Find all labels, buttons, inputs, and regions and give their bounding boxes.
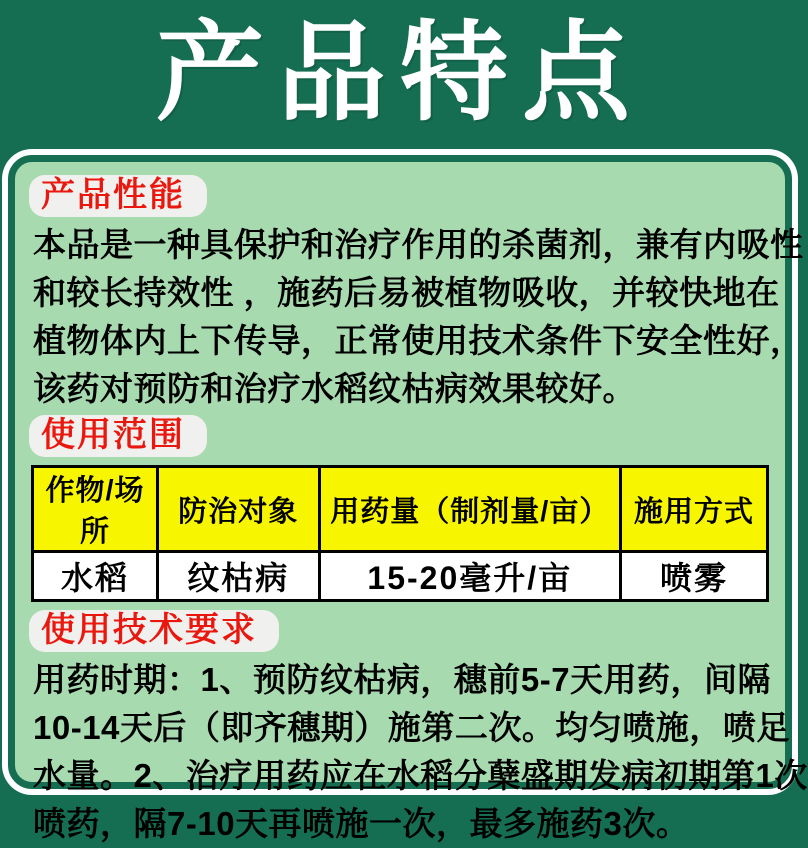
- content-panel: [8, 155, 808, 842]
- technical-line: 用药时期：1、预防纹枯病，穗前5-7天用药，间隔: [33, 661, 772, 698]
- content-panel-ring: [2, 149, 808, 842]
- section-label-scope-text: 使用范围: [41, 416, 185, 454]
- section-label-technical: [29, 610, 279, 652]
- section-label-performance: [29, 175, 207, 217]
- section-label-scope: [29, 415, 207, 457]
- section-label-technical-text: 使用技术要求: [41, 611, 257, 649]
- spacer: [27, 602, 773, 610]
- usage-table-header-dosage: 用药量（制剂量/亩）: [319, 467, 620, 552]
- page-header: [0, 0, 800, 146]
- technical-paragraph: [33, 656, 808, 848]
- usage-table: [31, 465, 769, 602]
- usage-table-cell-target: 纹枯病: [157, 552, 319, 601]
- usage-table-cell-crop: 水稻: [33, 552, 158, 601]
- performance-line: 和较长持效性 ，施药后易被植物吸收，并较快地在: [33, 274, 780, 311]
- section-label-performance-text: 产品性能: [41, 176, 185, 214]
- technical-line: 10-14天后（即齐穗期）施第二次。均匀喷施，喷足: [33, 709, 790, 746]
- performance-paragraph: [33, 221, 804, 413]
- usage-table-header-crop: 作物/场所: [33, 467, 158, 552]
- usage-table-row: [33, 552, 768, 601]
- usage-table-cell-method: 喷雾: [620, 552, 767, 601]
- performance-line: 植物体内上下传导，正常使用技术条件下安全性好，: [33, 322, 804, 359]
- usage-table-header-method: 施用方式: [620, 467, 767, 552]
- usage-table-header-row: [33, 467, 768, 552]
- performance-line: 该药对预防和治疗水稻纹枯病效果较好。: [33, 370, 636, 407]
- page-title: 产品特点: [155, 12, 644, 133]
- usage-table-header-target: 防治对象: [157, 467, 319, 552]
- technical-line: 水量。2、治疗用药应在水稻分蘖盛期发病初期第1次: [33, 757, 808, 794]
- technical-line: 喷药，隔7-10天再喷施一次，最多施药3次。: [33, 805, 690, 842]
- usage-table-cell-dosage: 15-20毫升/亩: [319, 552, 620, 601]
- performance-line: 本品是一种具保护和治疗作用的杀菌剂，兼有内吸性: [33, 226, 804, 263]
